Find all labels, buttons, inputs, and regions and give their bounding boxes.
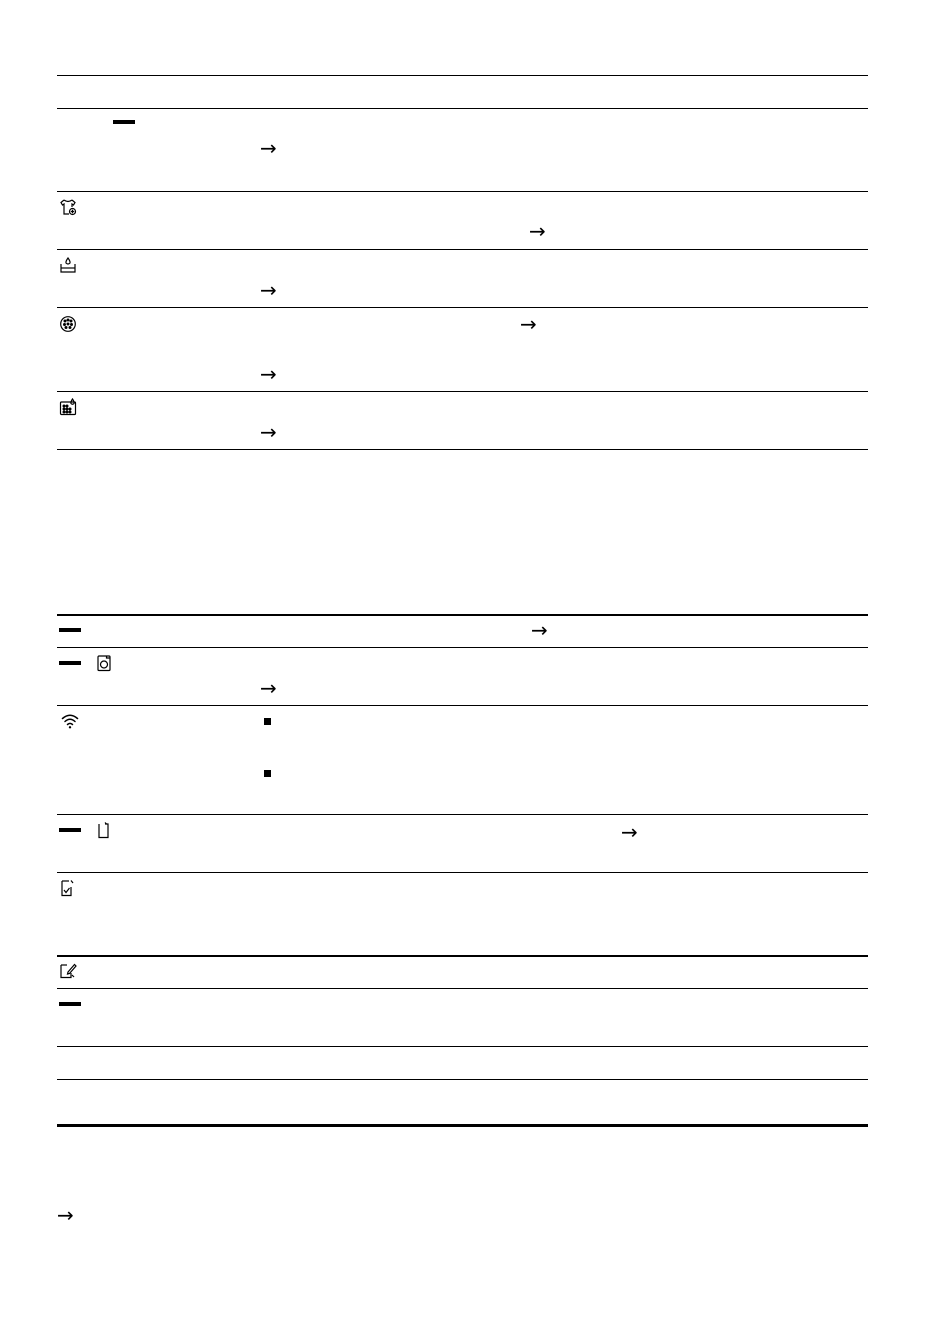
table-rule (57, 1124, 868, 1127)
table-rule (57, 955, 868, 957)
arrow-right-icon: → (529, 219, 546, 243)
table-rule (57, 391, 868, 392)
washer-icon (95, 654, 113, 672)
shirt-plus-icon (59, 198, 77, 216)
arrow-right-icon: → (260, 676, 277, 700)
arrow-right-icon: → (260, 362, 277, 386)
phone-edit-icon (59, 962, 77, 980)
arrow-right-icon: → (57, 1203, 74, 1227)
dash-mark (59, 628, 81, 632)
arrow-right-icon: → (621, 820, 638, 844)
phone-check-icon (59, 879, 77, 897)
dash-mark (59, 661, 81, 665)
table-rule (57, 705, 868, 706)
wifi-icon (61, 712, 79, 730)
arrow-right-icon: → (260, 136, 277, 160)
table-rule (57, 75, 868, 76)
list-bullet (264, 770, 271, 777)
list-bullet (264, 718, 271, 725)
dash-mark (113, 120, 135, 124)
table-rule (57, 988, 868, 989)
dash-mark (59, 1002, 81, 1006)
arrow-right-icon: → (260, 278, 277, 302)
table-rule (57, 249, 868, 250)
table-rule (57, 307, 868, 308)
table-rule (57, 614, 868, 616)
basin-drop-icon (59, 256, 77, 274)
drum-dots-icon (59, 315, 77, 333)
table-rule (57, 647, 868, 648)
table-rule (57, 191, 868, 192)
table-rule (57, 108, 868, 109)
arrow-right-icon: → (531, 618, 548, 642)
table-rule (57, 1046, 868, 1047)
dash-mark (59, 828, 81, 832)
arrow-right-icon: → (260, 420, 277, 444)
table-rule (57, 814, 868, 815)
phone-icon (95, 821, 113, 839)
table-rule (57, 1079, 868, 1080)
arrow-right-icon: → (520, 312, 537, 336)
grid-drop-icon (59, 398, 77, 416)
table-rule (57, 872, 868, 873)
table-rule (57, 449, 868, 450)
